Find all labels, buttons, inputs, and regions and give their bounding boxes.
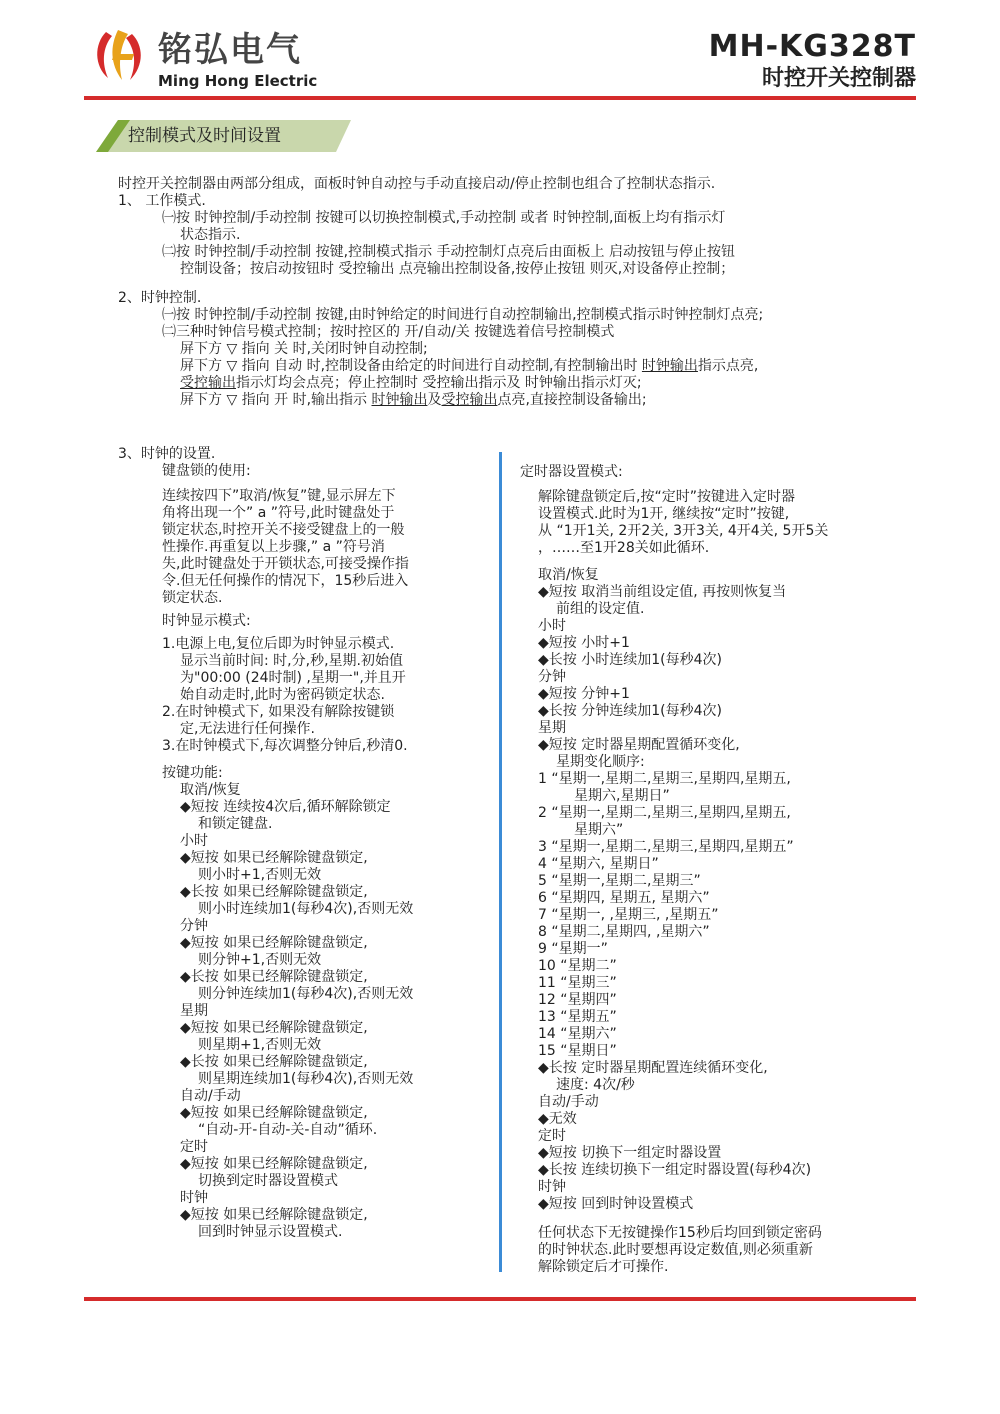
- brand-mark-icon: [92, 24, 154, 86]
- text-line: 3 “星期一,星期二,星期三,星期四,星期五”: [538, 839, 794, 855]
- text-line: 分钟: [538, 669, 566, 685]
- text-line: 12 “星期四”: [538, 992, 617, 1008]
- text-line: ◆无效: [538, 1111, 577, 1127]
- text-line: ◆短按 定时器星期配置循环变化,: [538, 737, 740, 753]
- text-line: 取消/恢复: [180, 782, 241, 798]
- text-line: 1 “星期一,星期二,星期三,星期四,星期五,: [538, 771, 791, 787]
- controlled-output-term: 受控输出: [441, 392, 498, 408]
- text-line: 3、时钟的设置.: [118, 446, 216, 462]
- text-line: 3.在时钟模式下,每次调整分钟后,秒清0.: [162, 738, 408, 754]
- text-line: 时钟: [180, 1190, 208, 1206]
- text-line: 8 “星期二,星期四, ,星期六”: [538, 924, 710, 940]
- text-line: ，……至1开28关如此循环.: [538, 540, 710, 556]
- clock-output-term: 时钟输出: [641, 358, 698, 374]
- text-line: 5 “星期一,星期二,星期三”: [538, 873, 701, 889]
- right-column: [520, 464, 920, 1276]
- text-line: 11 “星期三”: [538, 975, 617, 991]
- text-line: 锁定状态.: [162, 590, 223, 606]
- text-line: 取消/恢复: [538, 567, 599, 583]
- text-line: ◆长按 定时器星期配置连续循环变化,: [538, 1060, 768, 1076]
- intro-line: 受控输出指示灯均会点亮；停止控制时 受控输出指示及 时钟输出指示灯灭;: [180, 375, 642, 391]
- text-line: 连续按四下”取消/恢复”键,显示屏左下: [162, 488, 396, 504]
- text-line: 定时: [538, 1128, 566, 1144]
- text-line: 定时器设置模式:: [520, 464, 623, 480]
- text-line: 时钟: [538, 1179, 566, 1195]
- text-line: 星期变化顺序:: [556, 754, 645, 770]
- intro-line: 控制设备；按启动按钮时 受控输出 点亮输出控制设备,按停止按钮 则灭,对设备停止控制；: [180, 261, 735, 277]
- text-line: 切换到定时器设置模式: [198, 1173, 338, 1189]
- section-title: 控制模式及时间设置: [128, 126, 281, 146]
- text-line: 锁定状态,时控开关不接受键盘上的一般: [162, 522, 405, 538]
- text-line: 2 “星期一,星期二,星期三,星期四,星期五,: [538, 805, 791, 821]
- text-line: ◆长按 如果已经解除键盘锁定,: [180, 969, 368, 985]
- intro-line: 屏下方 ▽ 指向 自动 时,控制设备由给定的时间进行自动控制,有控制输出时 时钟输出指示点亮,: [180, 358, 759, 374]
- text-line: ◆短按 如果已经解除键盘锁定,: [180, 1207, 368, 1223]
- column-divider: [499, 452, 502, 1272]
- text-line: 解除键盘锁定后,按“定时”按键进入定时器: [538, 489, 795, 505]
- text-line: ◆长按 分钟连续加1(每秒4次): [538, 703, 722, 719]
- text-line: 的时钟状态.此时要想再设定数值,则必须重新: [538, 1242, 813, 1258]
- text-line: ◆短按 如果已经解除键盘锁定,: [180, 935, 368, 951]
- text-line: 2.在时钟模式下, 如果没有解除按键锁: [162, 704, 395, 720]
- text-line: 令.但无任何操作的情况下，15秒后进入: [162, 573, 409, 589]
- text-line: ◆短按 如果已经解除键盘锁定,: [180, 1156, 368, 1172]
- text-line: ◆短按 切换下一组定时器设置: [538, 1145, 722, 1161]
- text-line: 设置模式.此时为1开, 继续按“定时”按键,: [538, 506, 790, 522]
- text-line: ◆短按 如果已经解除键盘锁定,: [180, 1020, 368, 1036]
- brand-logo: [92, 22, 332, 92]
- text-line: ◆短按 如果已经解除键盘锁定,: [180, 850, 368, 866]
- controlled-output-term: 受控输出: [180, 375, 236, 391]
- product-name: 时控开关控制器: [761, 66, 916, 91]
- text-line: 失,此时键盘处于开锁状态,可接受操作指: [162, 556, 409, 572]
- text-line: 回到时钟显示设置模式.: [198, 1224, 343, 1240]
- intro-line: ㈠按 时钟控制/手动控制 按键可以切换控制模式,手动控制 或者 时钟控制,面板上均有指示灯: [162, 210, 726, 226]
- intro-text: [118, 176, 918, 409]
- model-number: MH-KG328T: [708, 29, 916, 64]
- text-line: 自动/手动: [180, 1088, 241, 1104]
- text-line: 星期: [538, 720, 566, 736]
- text-line: 定时: [180, 1139, 208, 1155]
- clock-output-term: 时钟输出: [371, 392, 428, 408]
- text-line: ◆短按 如果已经解除键盘锁定,: [180, 1105, 368, 1121]
- text-line: 7 “星期一, ,星期三, ,星期五”: [538, 907, 719, 923]
- text-line: 则小时连续加1(每秒4次),否则无效: [198, 901, 414, 917]
- text-line: ◆长按 如果已经解除键盘锁定,: [180, 1054, 368, 1070]
- text-line: 6 “星期四, 星期五, 星期六”: [538, 890, 710, 906]
- text-line: 小时: [538, 618, 566, 634]
- text-line: 星期六”: [574, 822, 624, 838]
- intro-line: 屏下方 ▽ 指向 关 时,关闭时钟自动控制;: [180, 341, 428, 357]
- text-line: ◆短按 分钟+1: [538, 686, 630, 702]
- text-line: 速度: 4次/秒: [556, 1077, 635, 1093]
- text-line: 性操作.再重复以上步骤,” a ”符号消: [162, 539, 385, 555]
- text-line: 9 “星期一”: [538, 941, 608, 957]
- text-line: 小时: [180, 833, 208, 849]
- intro-line: 状态指示.: [180, 227, 241, 243]
- text-line: 显示当前时间: 时,分,秒,星期.初始值: [180, 653, 403, 669]
- intro-line: 屏下方 ▽ 指向 开 时,输出指示 时钟输出及受控输出点亮,直接控制设备输出;: [180, 392, 647, 408]
- header-divider: [84, 96, 916, 100]
- text-line: 14 “星期六”: [538, 1026, 617, 1042]
- text-line: ◆短按 回到时钟设置模式: [538, 1196, 694, 1212]
- section-header: [96, 120, 351, 152]
- text-line: 从 “1开1关, 2开2关, 3开3关, 4开4关, 5开5关: [538, 523, 829, 539]
- text-line: 13 “星期五”: [538, 1009, 617, 1025]
- text-line: 1.电源上电,复位后即为时钟显示模式.: [162, 636, 395, 652]
- text-line: 分钟: [180, 918, 208, 934]
- text-line: 和锁定键盘.: [198, 816, 273, 832]
- intro-line: 1、 工作模式.: [118, 193, 206, 209]
- text-line: 15 “星期日”: [538, 1043, 617, 1059]
- left-column: [118, 446, 493, 1241]
- text-line: 始自动走时,此时为密码锁定状态.: [180, 687, 385, 703]
- text-line: 则小时+1,否则无效: [198, 867, 322, 883]
- brand-name-en: Ming Hong Electric: [158, 72, 318, 90]
- text-line: ◆短按 连续按4次后,循环解除锁定: [180, 799, 391, 815]
- text-line: 则星期连续加1(每秒4次),否则无效: [198, 1071, 414, 1087]
- intro-line: 时控开关控制器由两部分组成，面板时钟自动控与手动直接启动/停止控制也组合了控制状态指示.: [118, 176, 716, 192]
- footer-divider: [84, 1297, 916, 1301]
- text-line: 为"00:00 (24时制) ,星期一",并且开: [180, 670, 406, 686]
- intro-line: ㈡按 时钟控制/手动控制 按键,控制模式指示 手动控制灯点亮后由面板上 启动按钮与停止按钮: [162, 244, 735, 260]
- intro-line: 2、时钟控制.: [118, 290, 202, 306]
- text-line: 角将出现一个” a ”符号,此时键盘处于: [162, 505, 395, 521]
- text-line: 自动/手动: [538, 1094, 599, 1110]
- text-line: ◆长按 小时连续加1(每秒4次): [538, 652, 722, 668]
- text-line: 星期: [180, 1003, 208, 1019]
- brand-name-cn: 铭弘电气: [158, 30, 302, 70]
- text-line: ◆短按 取消当前组设定值, 再按则恢复当: [538, 584, 787, 600]
- text-line: 时钟显示模式:: [162, 613, 251, 629]
- text-line: 星期六,星期日”: [574, 788, 670, 804]
- text-line: 前组的设定值.: [556, 601, 645, 617]
- text-line: 按键功能:: [162, 765, 223, 781]
- text-line: ◆长按 如果已经解除键盘锁定,: [180, 884, 368, 900]
- text-line: ◆长按 连续切换下一组定时器设置(每秒4次): [538, 1162, 812, 1178]
- text-line: 键盘锁的使用:: [162, 463, 251, 479]
- text-line: 10 “星期二”: [538, 958, 617, 974]
- text-line: 4 “星期六, 星期日”: [538, 856, 659, 872]
- text-line: 则星期+1,否则无效: [198, 1037, 322, 1053]
- text-line: ◆短按 小时+1: [538, 635, 630, 651]
- text-line: 任何状态下无按键操作15秒后均回到锁定密码: [538, 1225, 822, 1241]
- text-line: 定,无法进行任何操作.: [180, 721, 315, 737]
- intro-line: ㈠按 时钟控制/手动控制 按键,由时钟给定的时间进行自动控制输出,控制模式指示时钟控制灯点亮;: [162, 307, 764, 323]
- text-line: “自动-开-自动-关-自动”循环.: [198, 1122, 378, 1138]
- text-line: 解除锁定后才可操作.: [538, 1259, 669, 1275]
- intro-line: ㈡三种时钟信号模式控制；按时控区的 开/自动/关 按键选着信号控制模式: [162, 324, 615, 340]
- text-line: 则分钟连续加1(每秒4次),否则无效: [198, 986, 414, 1002]
- text-line: 则分钟+1,否则无效: [198, 952, 322, 968]
